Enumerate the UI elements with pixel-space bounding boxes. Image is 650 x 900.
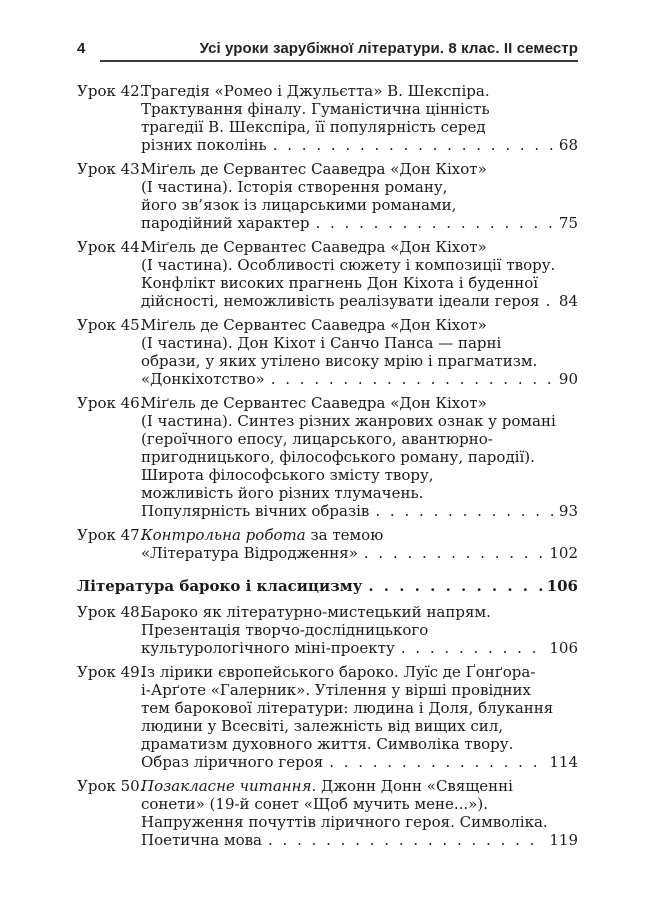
entry-line — [141, 526, 578, 544]
section-heading-title: Література бароко і класицизму — [77, 577, 363, 595]
entry-line: можливість його різних тлумачень. — [141, 484, 424, 502]
entry-last-line — [141, 370, 578, 388]
page-number: 106 — [549, 639, 578, 657]
entry-text: Популярність вічних образів — [141, 502, 370, 520]
entry-last-line — [141, 753, 578, 771]
toc-entry-urok-44 — [77, 238, 578, 310]
entry-line: його зв’язок із лицарськими романами, — [141, 196, 457, 214]
dot-leader — [268, 831, 545, 849]
entry-line: Із лірики європейського бароко. Луїс де Ґонґора- — [141, 663, 536, 681]
entry-line: (героїчного епосу, лицарського, авантюрно- — [141, 430, 493, 448]
entry-line: Міґель де Сервантес Сааведра «Дон Кіхот» — [141, 316, 487, 334]
page-number: 90 — [558, 370, 578, 388]
entry-text: Образ ліричного героя — [141, 753, 324, 771]
entry-italic-text: Позакласне читання. — [141, 777, 317, 795]
toc-entry-urok-49 — [77, 663, 578, 771]
entry-text: дійсності, неможливість реалізувати ідеали героя — [141, 292, 540, 310]
dot-leader — [315, 214, 554, 232]
page-number: 106 — [546, 577, 578, 595]
page-number: 102 — [549, 544, 578, 562]
entry-line — [141, 777, 578, 795]
entry-last-line — [141, 502, 578, 520]
entry-label: Урок 43. — [77, 160, 145, 178]
dot-leader — [329, 753, 545, 771]
toc-entry-urok-42 — [77, 82, 578, 154]
entry-text: Джонн Донн «Священні — [316, 777, 513, 795]
entry-line: драматизм духовного життя. Символіка твору. — [141, 735, 514, 753]
entry-line: (І частина). Синтез різних жанрових ознак у романі — [141, 412, 556, 430]
entry-last-line — [141, 214, 578, 232]
toc-entry-urok-48 — [77, 603, 578, 657]
folio-number: 4 — [77, 40, 86, 57]
section-heading-baroque — [77, 577, 578, 595]
entry-text: «Література Відродження» — [141, 544, 358, 562]
page-number: 68 — [558, 136, 578, 154]
entry-line: Напруження почуттів ліричного героя. Символіка. — [141, 813, 548, 831]
entry-last-line — [141, 136, 578, 154]
dot-leader — [364, 544, 545, 562]
entry-line: сонети» (19-й сонет «Щоб мучить мене...»). — [141, 795, 488, 813]
table-of-contents — [77, 82, 578, 849]
entry-last-line — [141, 544, 578, 562]
entry-last-line — [141, 831, 578, 849]
entry-text: різних поколінь — [141, 136, 267, 154]
entry-line: (І частина). Історія створення роману, — [141, 178, 448, 196]
entry-label: Урок 46. — [77, 394, 145, 412]
entry-line: Міґель де Сервантес Сааведра «Дон Кіхот» — [141, 160, 487, 178]
toc-entry-urok-45 — [77, 316, 578, 388]
page-header — [77, 40, 578, 62]
entry-line: Трагедія «Ромео і Джульєтта» В. Шекспіра. — [141, 82, 490, 100]
page-number: 75 — [558, 214, 578, 232]
entry-line: і-Арґоте «Галерник». Утілення у вірші провідних — [141, 681, 531, 699]
entry-label: Урок 49. — [77, 663, 145, 681]
entry-italic-text: Контрольна робота — [141, 526, 306, 544]
entry-line: Міґель де Сервантес Сааведра «Дон Кіхот» — [141, 238, 487, 256]
entry-label: Урок 42. — [77, 82, 145, 100]
entry-line: трагедії В. Шекспіра, її популярність серед — [141, 118, 486, 136]
entry-last-line — [141, 292, 578, 310]
entry-line: Міґель де Сервантес Сааведра «Дон Кіхот» — [141, 394, 487, 412]
entry-text: пародійний характер — [141, 214, 310, 232]
entry-line: Широта філософського змісту твору, — [141, 466, 434, 484]
entry-label: Урок 44. — [77, 238, 145, 256]
entry-line: (І частина). Особливості сюжету і композиції твору. — [141, 256, 556, 274]
running-title: Усі уроки зарубіжної літератури. 8 клас. ІІ семестр — [100, 40, 578, 62]
dot-leader — [545, 292, 554, 310]
entry-line: пригодницького, філософського роману, пародії). — [141, 448, 535, 466]
entry-label: Урок 48. — [77, 603, 145, 621]
entry-text: Поетична мова — [141, 831, 262, 849]
entry-line: Трактування фіналу. Гуманістична цінність — [141, 100, 490, 118]
page-number: 84 — [558, 292, 578, 310]
dot-leader — [401, 639, 546, 657]
entry-last-line — [141, 639, 578, 657]
page-number: 119 — [549, 831, 578, 849]
entry-line: Бароко як літературно-мистецький напрям. — [141, 603, 491, 621]
entry-line: образи, у яких утілено високу мрію і прагматизм. — [141, 352, 538, 370]
entry-line: тем барокової літератури: людина і Доля, блукання — [141, 699, 554, 717]
entry-line: Конфлікт високих прагнень Дон Кіхота і буденної — [141, 274, 539, 292]
entry-label: Урок 45. — [77, 316, 145, 334]
entry-label: Урок 50. — [77, 777, 145, 795]
toc-entry-urok-43 — [77, 160, 578, 232]
entry-line: Презентація творчо-дослідницького — [141, 621, 429, 639]
entry-text: культурологічного міні-проекту — [141, 639, 395, 657]
dot-leader — [273, 136, 555, 154]
entry-label: Урок 47. — [77, 526, 145, 544]
toc-entry-urok-47 — [77, 526, 578, 562]
toc-entry-urok-50 — [77, 777, 578, 849]
dot-leader — [271, 370, 555, 388]
dot-leader — [368, 577, 542, 595]
entry-text: «Донкіхотство» — [141, 370, 265, 388]
entry-line: (І частина). Дон Кіхот і Санчо Панса — парні — [141, 334, 502, 352]
dot-leader — [375, 502, 555, 520]
toc-entry-urok-46 — [77, 394, 578, 520]
page-number: 93 — [558, 502, 578, 520]
page-number: 114 — [549, 753, 578, 771]
entry-text: за темою — [305, 526, 384, 544]
entry-line: людини у Всесвіті, залежність від вищих сил, — [141, 717, 504, 735]
